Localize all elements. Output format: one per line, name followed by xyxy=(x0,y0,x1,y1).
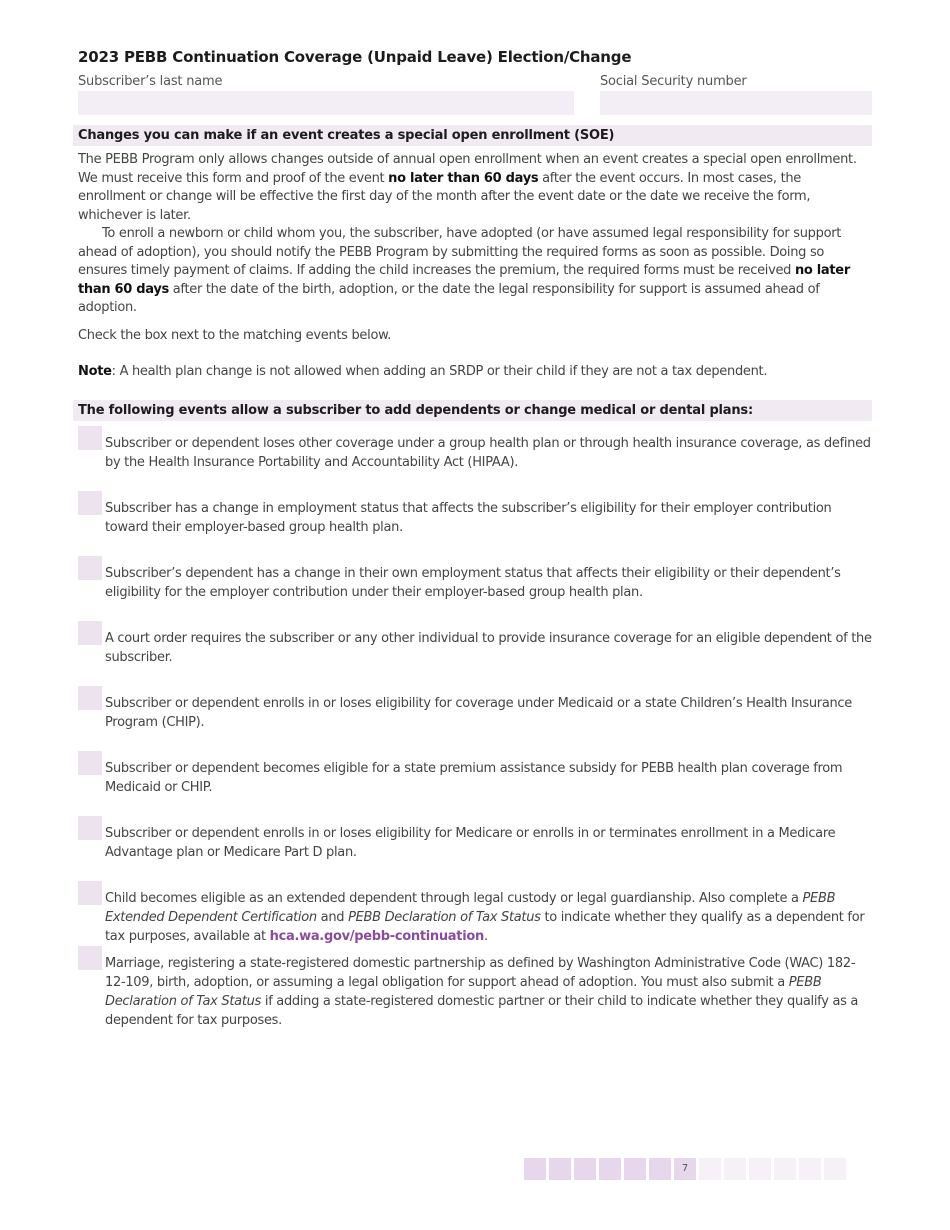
page-marker xyxy=(724,1158,746,1180)
soe-p2-text-a: To enroll a newborn or child whom you, the subscriber, have adopted (or have assumed legal responsibility for support ahead of adoption), you should notify the PEBB Program by submitting the required forms as soon as possible. Doing so ensures timely payment of claims. If adding the child increases the premium, the required forms must be received xyxy=(78,226,842,278)
event-item-premium-subsidy xyxy=(78,752,872,817)
event-item-hipaa xyxy=(78,427,872,492)
soe-p1-deadline: no later than 60 days xyxy=(388,170,539,186)
check-instruction: Check the box next to the matching events below. xyxy=(78,327,392,343)
event-item-medicare xyxy=(78,817,872,882)
soe-paragraph-1 xyxy=(78,151,872,225)
note-label: Note xyxy=(78,364,112,379)
soe-p1-text-a: The PEBB Program only allows changes outside of annual open enrollment when an event creates a special open enrollment. We must receive this form and proof of the event xyxy=(78,152,857,186)
page-marker xyxy=(649,1158,671,1180)
ext-dep-form-name: PEBB Extended Dependent Certification xyxy=(105,890,836,925)
page-marker xyxy=(624,1158,646,1180)
identity-fields xyxy=(78,74,872,115)
ssn-group xyxy=(600,74,872,115)
last-name-input[interactable] xyxy=(78,91,574,115)
event-checkbox-court-order[interactable] xyxy=(78,621,102,645)
event-text-medicare: Subscriber or dependent enrolls in or loses eligibility for Medicare or enrolls in or terminates enrollment in a Medicare Advantage plan or Medicare Part D plan. xyxy=(105,825,836,860)
ext-dep-tax-form-name: PEBB Declaration of Tax Status xyxy=(348,909,541,925)
ssn-input[interactable] xyxy=(600,91,872,115)
event-checklist xyxy=(78,427,872,1030)
soe-p2-deadline: no later than 60 days xyxy=(78,263,850,297)
ext-dep-text-d: . xyxy=(483,928,488,944)
page-number: 7 xyxy=(674,1158,696,1180)
event-item-dependent-employment xyxy=(78,557,872,622)
event-text-hipaa: Subscriber or dependent loses other coverage under a group health plan or through health insurance coverage, as defined by the Health Insurance Portability and Accountability Act (HIPAA). xyxy=(105,435,871,470)
page-marker xyxy=(549,1158,571,1180)
event-text-employment: Subscriber has a change in employment status that affects the subscriber’s eligibility for their employer contribution toward their employer-based group health plan. xyxy=(105,500,832,535)
pebb-continuation-link[interactable]: hca.wa.gov/pebb-continuation xyxy=(269,928,484,944)
last-name-label: Subscriber’s last name xyxy=(78,74,223,89)
ext-dep-text-a: Child becomes eligible as an extended dependent through legal custody or legal guardianship. Also complete a xyxy=(105,890,803,906)
soe-paragraph-2 xyxy=(78,225,872,318)
event-checkbox-hipaa[interactable] xyxy=(78,426,102,450)
event-text-marriage-birth xyxy=(102,954,872,1030)
form-page xyxy=(78,48,872,1030)
event-checkbox-premium-subsidy[interactable] xyxy=(78,751,102,775)
event-text-court-order: A court order requires the subscriber or any other individual to provide insurance coverage for an eligible dependent of the subscriber. xyxy=(105,630,872,665)
ssn-label: Social Security number xyxy=(600,74,747,89)
event-text-extended-dependent xyxy=(102,889,872,946)
marriage-text-b: if adding a state-registered domestic partner or their child to indicate whether they qualify as a dependent for tax purposes. xyxy=(105,993,859,1028)
event-checkbox-extended-dependent[interactable] xyxy=(78,881,102,905)
marriage-tax-form-name: PEBB Declaration of Tax Status xyxy=(105,974,822,1009)
page-marker xyxy=(599,1158,621,1180)
event-checkbox-medicaid[interactable] xyxy=(78,686,102,710)
events-section-heading: The following events allow a subscriber to add dependents or change medical or dental plans: xyxy=(73,400,872,421)
soe-section-heading: Changes you can make if an event creates a special open enrollment (SOE) xyxy=(73,125,872,146)
page-marker xyxy=(799,1158,821,1180)
event-item-extended-dependent xyxy=(78,882,872,947)
soe-p2-text-b: after the date of the birth, adoption, or the date the legal responsibility for support is assumed ahead of adoption. xyxy=(78,281,820,315)
page-marker xyxy=(699,1158,721,1180)
event-checkbox-dependent-employment[interactable] xyxy=(78,556,102,580)
page-indicator xyxy=(524,1158,849,1180)
page-marker xyxy=(824,1158,846,1180)
page-marker xyxy=(774,1158,796,1180)
event-checkbox-marriage-birth[interactable] xyxy=(78,946,102,970)
event-item-medicaid xyxy=(78,687,872,752)
event-checkbox-employment[interactable] xyxy=(78,491,102,515)
page-marker xyxy=(574,1158,596,1180)
note-text: : A health plan change is not allowed when adding an SRDP or their child if they are not a tax dependent. xyxy=(111,364,768,379)
event-item-employment xyxy=(78,492,872,557)
soe-p1-text-b: after the event occurs. In most cases, the enrollment or change will be effective the first day of the month after the event date or the date we receive the form, whichever is later. xyxy=(78,170,811,223)
event-item-marriage-birth xyxy=(78,947,872,1030)
event-text-dependent-employment: Subscriber’s dependent has a change in their own employment status that affects their eligibility or their dependent’s eligibility for the employer contribution under their employer-based group health plan. xyxy=(105,565,841,600)
page-marker xyxy=(749,1158,771,1180)
form-title: 2023 PEBB Continuation Coverage (Unpaid Leave) Election/Change xyxy=(78,48,632,66)
note-line xyxy=(78,363,872,382)
event-text-premium-subsidy: Subscriber or dependent becomes eligible for a state premium assistance subsidy for PEBB health plan coverage from Medicaid or CHIP. xyxy=(105,760,843,795)
event-checkbox-medicare[interactable] xyxy=(78,816,102,840)
ext-dep-text-b: and xyxy=(316,909,349,925)
page-marker xyxy=(524,1158,546,1180)
event-item-court-order xyxy=(78,622,872,687)
ext-dep-text-c: to indicate whether they qualify as a dependent for tax purposes, available at xyxy=(105,909,865,944)
last-name-group xyxy=(78,74,574,115)
marriage-text-a: Marriage, registering a state-registered domestic partnership as defined by Washington Administrative Code (WAC) 182-12-109, birth, adoption, or assuming a legal obligation for support ahead of adoption. You must also submit a xyxy=(105,955,856,990)
event-text-medicaid: Subscriber or dependent enrolls in or loses eligibility for coverage under Medicaid or a state Children’s Health Insurance Program (CHIP). xyxy=(105,695,852,730)
